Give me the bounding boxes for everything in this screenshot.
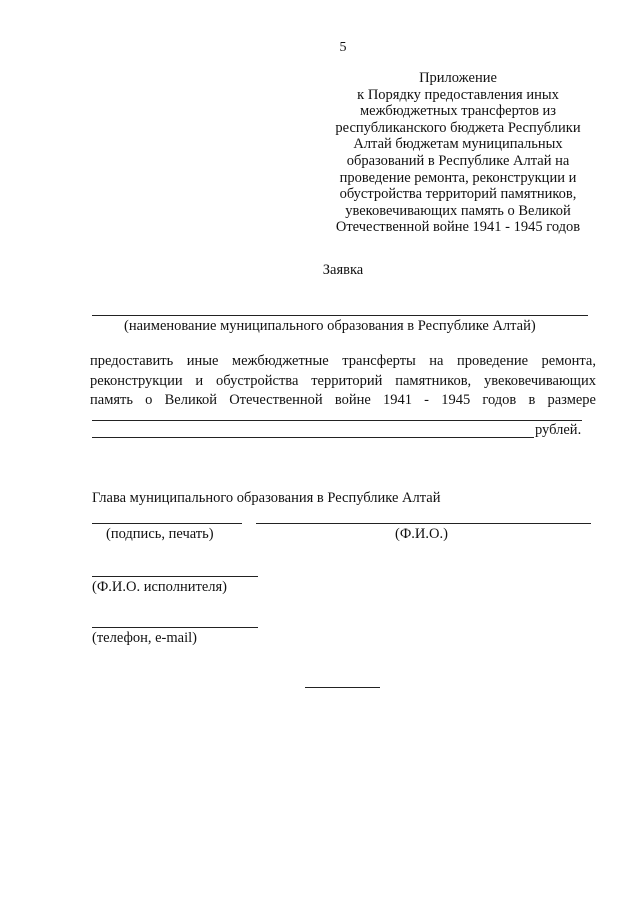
- body-line: память о Великой Отечественной войне 1941 - 1945 годов в размере: [90, 392, 596, 409]
- page-number: 5: [339, 40, 347, 55]
- appendix-line: Приложение: [419, 70, 497, 86]
- appendix-line: увековечивающих память о Великой: [345, 202, 571, 219]
- appendix-line: республиканского бюджета Республики: [335, 119, 581, 136]
- municipality-caption: (наименование муниципального образования в Республике Алтай): [124, 318, 536, 334]
- fio-caption: (Ф.И.О.): [395, 526, 448, 542]
- executor-caption: (Ф.И.О. исполнителя): [92, 579, 228, 595]
- body-line: реконструкции и обустройства территорий памятников, увековечивающих: [90, 372, 596, 389]
- amount-field-line-1[interactable]: [92, 420, 582, 421]
- amount-field-line-2[interactable]: [92, 437, 534, 438]
- appendix-line: Отечественной войне 1941 - 1945 годов: [335, 219, 581, 236]
- rubles-label: рублей.: [535, 422, 582, 438]
- appendix-line: проведение ремонта, реконструкции и: [339, 169, 577, 186]
- appendix-block: [326, 70, 590, 236]
- appendix-line: Алтай бюджетам муниципальных: [353, 136, 563, 153]
- appendix-line: обустройства территорий памятников,: [339, 186, 577, 203]
- signature-field[interactable]: [92, 523, 242, 524]
- phone-caption: (телефон, e-mail): [92, 630, 197, 646]
- fio-field[interactable]: [256, 523, 591, 524]
- appendix-line: межбюджетных трансфертов из: [359, 103, 557, 120]
- document-title: Заявка: [322, 262, 364, 278]
- body-line: предоставить иные межбюджетные трансферты на проведение ремонта,: [90, 353, 596, 369]
- head-label: Глава муниципального образования в Республике Алтай: [92, 490, 441, 506]
- phone-field[interactable]: [92, 627, 258, 628]
- end-divider: [305, 687, 380, 688]
- signature-caption: (подпись, печать): [106, 526, 214, 542]
- appendix-line: к Порядку предоставления иных: [357, 86, 559, 103]
- appendix-line: образований в Республике Алтай на: [346, 152, 570, 169]
- municipality-name-field[interactable]: [92, 315, 588, 316]
- executor-field[interactable]: [92, 576, 258, 577]
- request-body-text: [90, 352, 596, 411]
